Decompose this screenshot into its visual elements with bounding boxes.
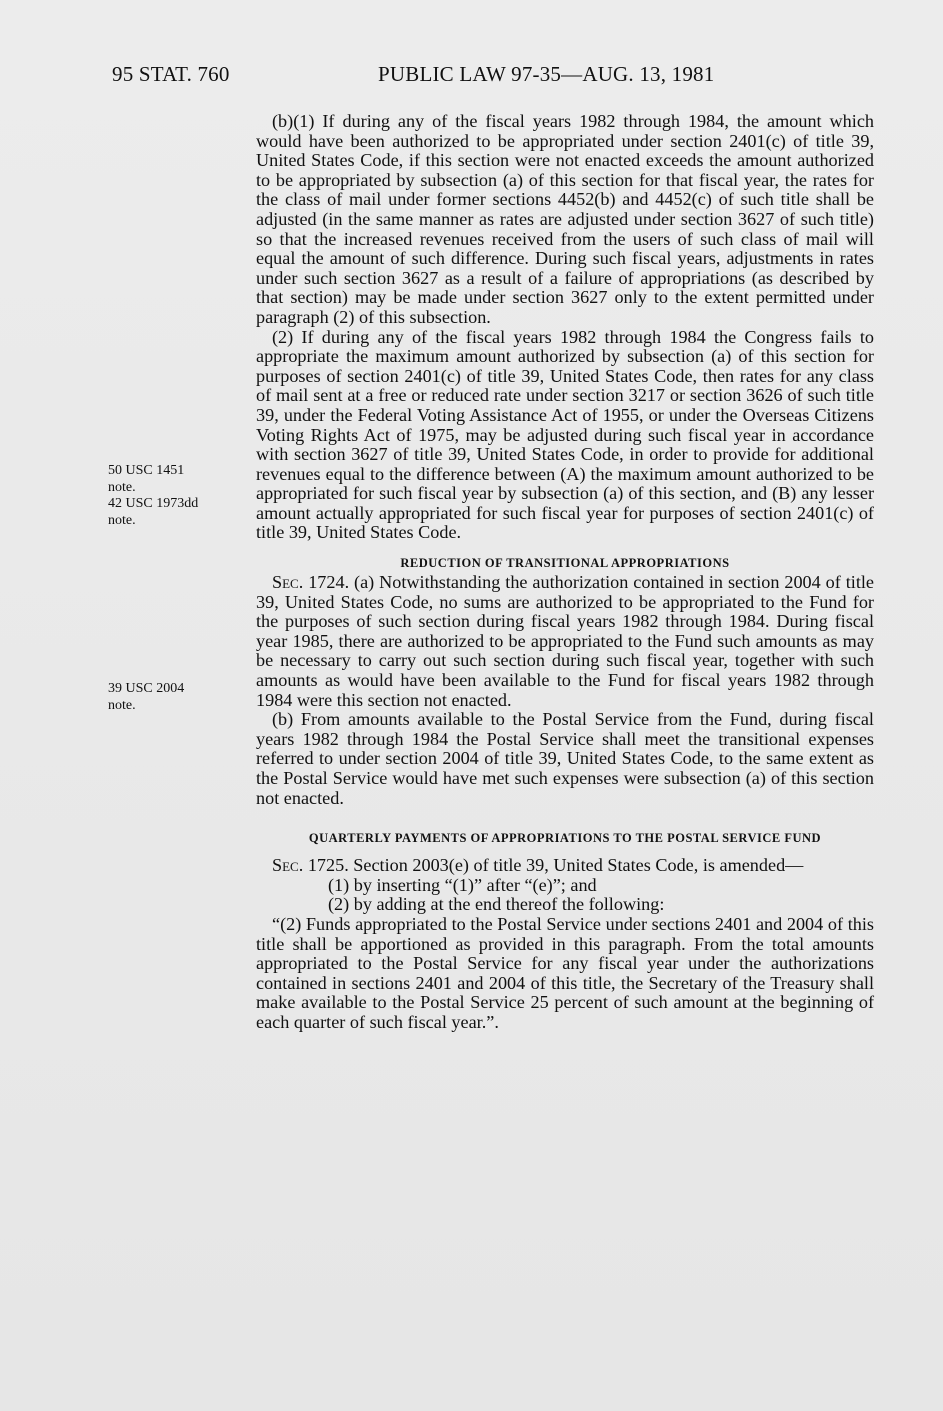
margin-note-citation-2004: [108, 681, 228, 714]
margin-note-line: 39 USC 2004: [108, 681, 185, 696]
section-text: 1724. (a) Notwithstanding the authorization contained in section 2004 of title 39, United States Code, no sums are authorized to be appropriated to the Fund for the purposes of such section during fiscal years 1982 through 1984. During fiscal year 1985, there are authorized to be appropriated to the Fund such amounts as may be necessary to carry out such section during such fiscal year, together with such amounts as would have been available to the Fund for fiscal years 1982 through 1984 were this section not enacted.: [256, 572, 874, 710]
margin-note-line: note.: [108, 512, 136, 528]
paragraph-b2: (2) If during any of the fiscal years 1982 through 1984 the Congress fails to appropriate the maximum amount authorized by subsection (a) of this section for purposes of section 2401(c) of title 39, United States Code, then rates for any class of mail sent at a free or reduced rate under section 3217 or section 3626 of such title 39, under the Federal Voting Assistance Act of 1955, or under the Overseas Citizens Voting Rights Act of 1975, may be adjusted during such fiscal year in accordance with section 3627 of title 39, United States Code, in order to provide for additional revenues equal to the difference between (A) the maximum amount authorized to be appropriated for such fiscal year by subsection (a) of this section, and (B) any lesser amount actually appropriated for such fiscal year for purposes of section 2401(c) of title 39, United States Code.: [256, 326, 874, 543]
section-heading-quarterly: QUARTERLY PAYMENTS OF APPROPRIATIONS TO THE POSTAL SERVICE FUND: [308, 831, 822, 846]
margin-note-line: 42 USC 1973dd: [108, 496, 199, 511]
paragraph-sec1725: [256, 856, 874, 876]
margin-note-citations: [108, 463, 228, 529]
page-running-header: PUBLIC LAW 97-35—AUG. 13, 1981: [378, 62, 715, 86]
amendment-item-2: (2) by adding at the end thereof the following:: [328, 894, 665, 915]
margin-note-line: note.: [108, 697, 136, 713]
body-text-column: [256, 112, 874, 1033]
section-heading-transitional: REDUCTION OF TRANSITIONAL APPROPRIATIONS: [400, 556, 730, 571]
quoted-amendment: “(2) Funds appropriated to the Postal Service under sections 2401 and 2004 of this title shall be apportioned as provided in this paragraph. From the total amounts appropriated to the Postal Service for any fiscal year under the authorizations contained in sections 2401 and 2004 of this title, the Secretary of the Treasury shall make available to the Postal Service 25 percent of such amount at the beginning of each quarter of such fiscal year.”.: [256, 913, 874, 1032]
section-label: Sec.: [272, 855, 304, 876]
paragraph-sec1724-a: [256, 573, 874, 710]
paragraph-sec1724-b: (b) From amounts available to the Postal Service from the Fund, during fiscal years 1982 through 1984 the Postal Service shall meet the transitional expenses referred to under section 2004 of title 39, United States Code, to the same extent as the Postal Service would have met such expenses were subsection (a) of this section not enacted.: [256, 709, 874, 808]
section-label: Sec.: [272, 572, 304, 593]
page-statute-reference: 95 STAT. 760: [112, 62, 230, 86]
amendment-item-1: (1) by inserting “(1)” after “(e)”; and: [328, 874, 597, 895]
section-text: 1725. Section 2003(e) of title 39, United States Code, is amended—: [303, 855, 804, 876]
paragraph-b1: (b)(1) If during any of the fiscal years 1982 through 1984, the amount which would have been authorized to be appropriated under section 2401(c) of title 39, United States Code, if this section were not enacted exceeds the amount authorized to be appropriated by subsection (a) of this section for that fiscal year, the rates for the class of mail under former sections 4452(b) and 4452(c) of such title shall be adjusted (in the same manner as rates are adjusted under section 3627 of such title) so that the increased revenues received from the users of such class of mail will equal the amount of such difference. During such fiscal years, adjustments in rates under such section 3627 as a result of a failure of appropriations (as described by that section) may be made under section 3627 only to the extent permitted under paragraph (2) of this subsection.: [256, 111, 874, 327]
margin-note-line: note.: [108, 479, 136, 495]
margin-note-line: 50 USC 1451: [108, 463, 185, 478]
